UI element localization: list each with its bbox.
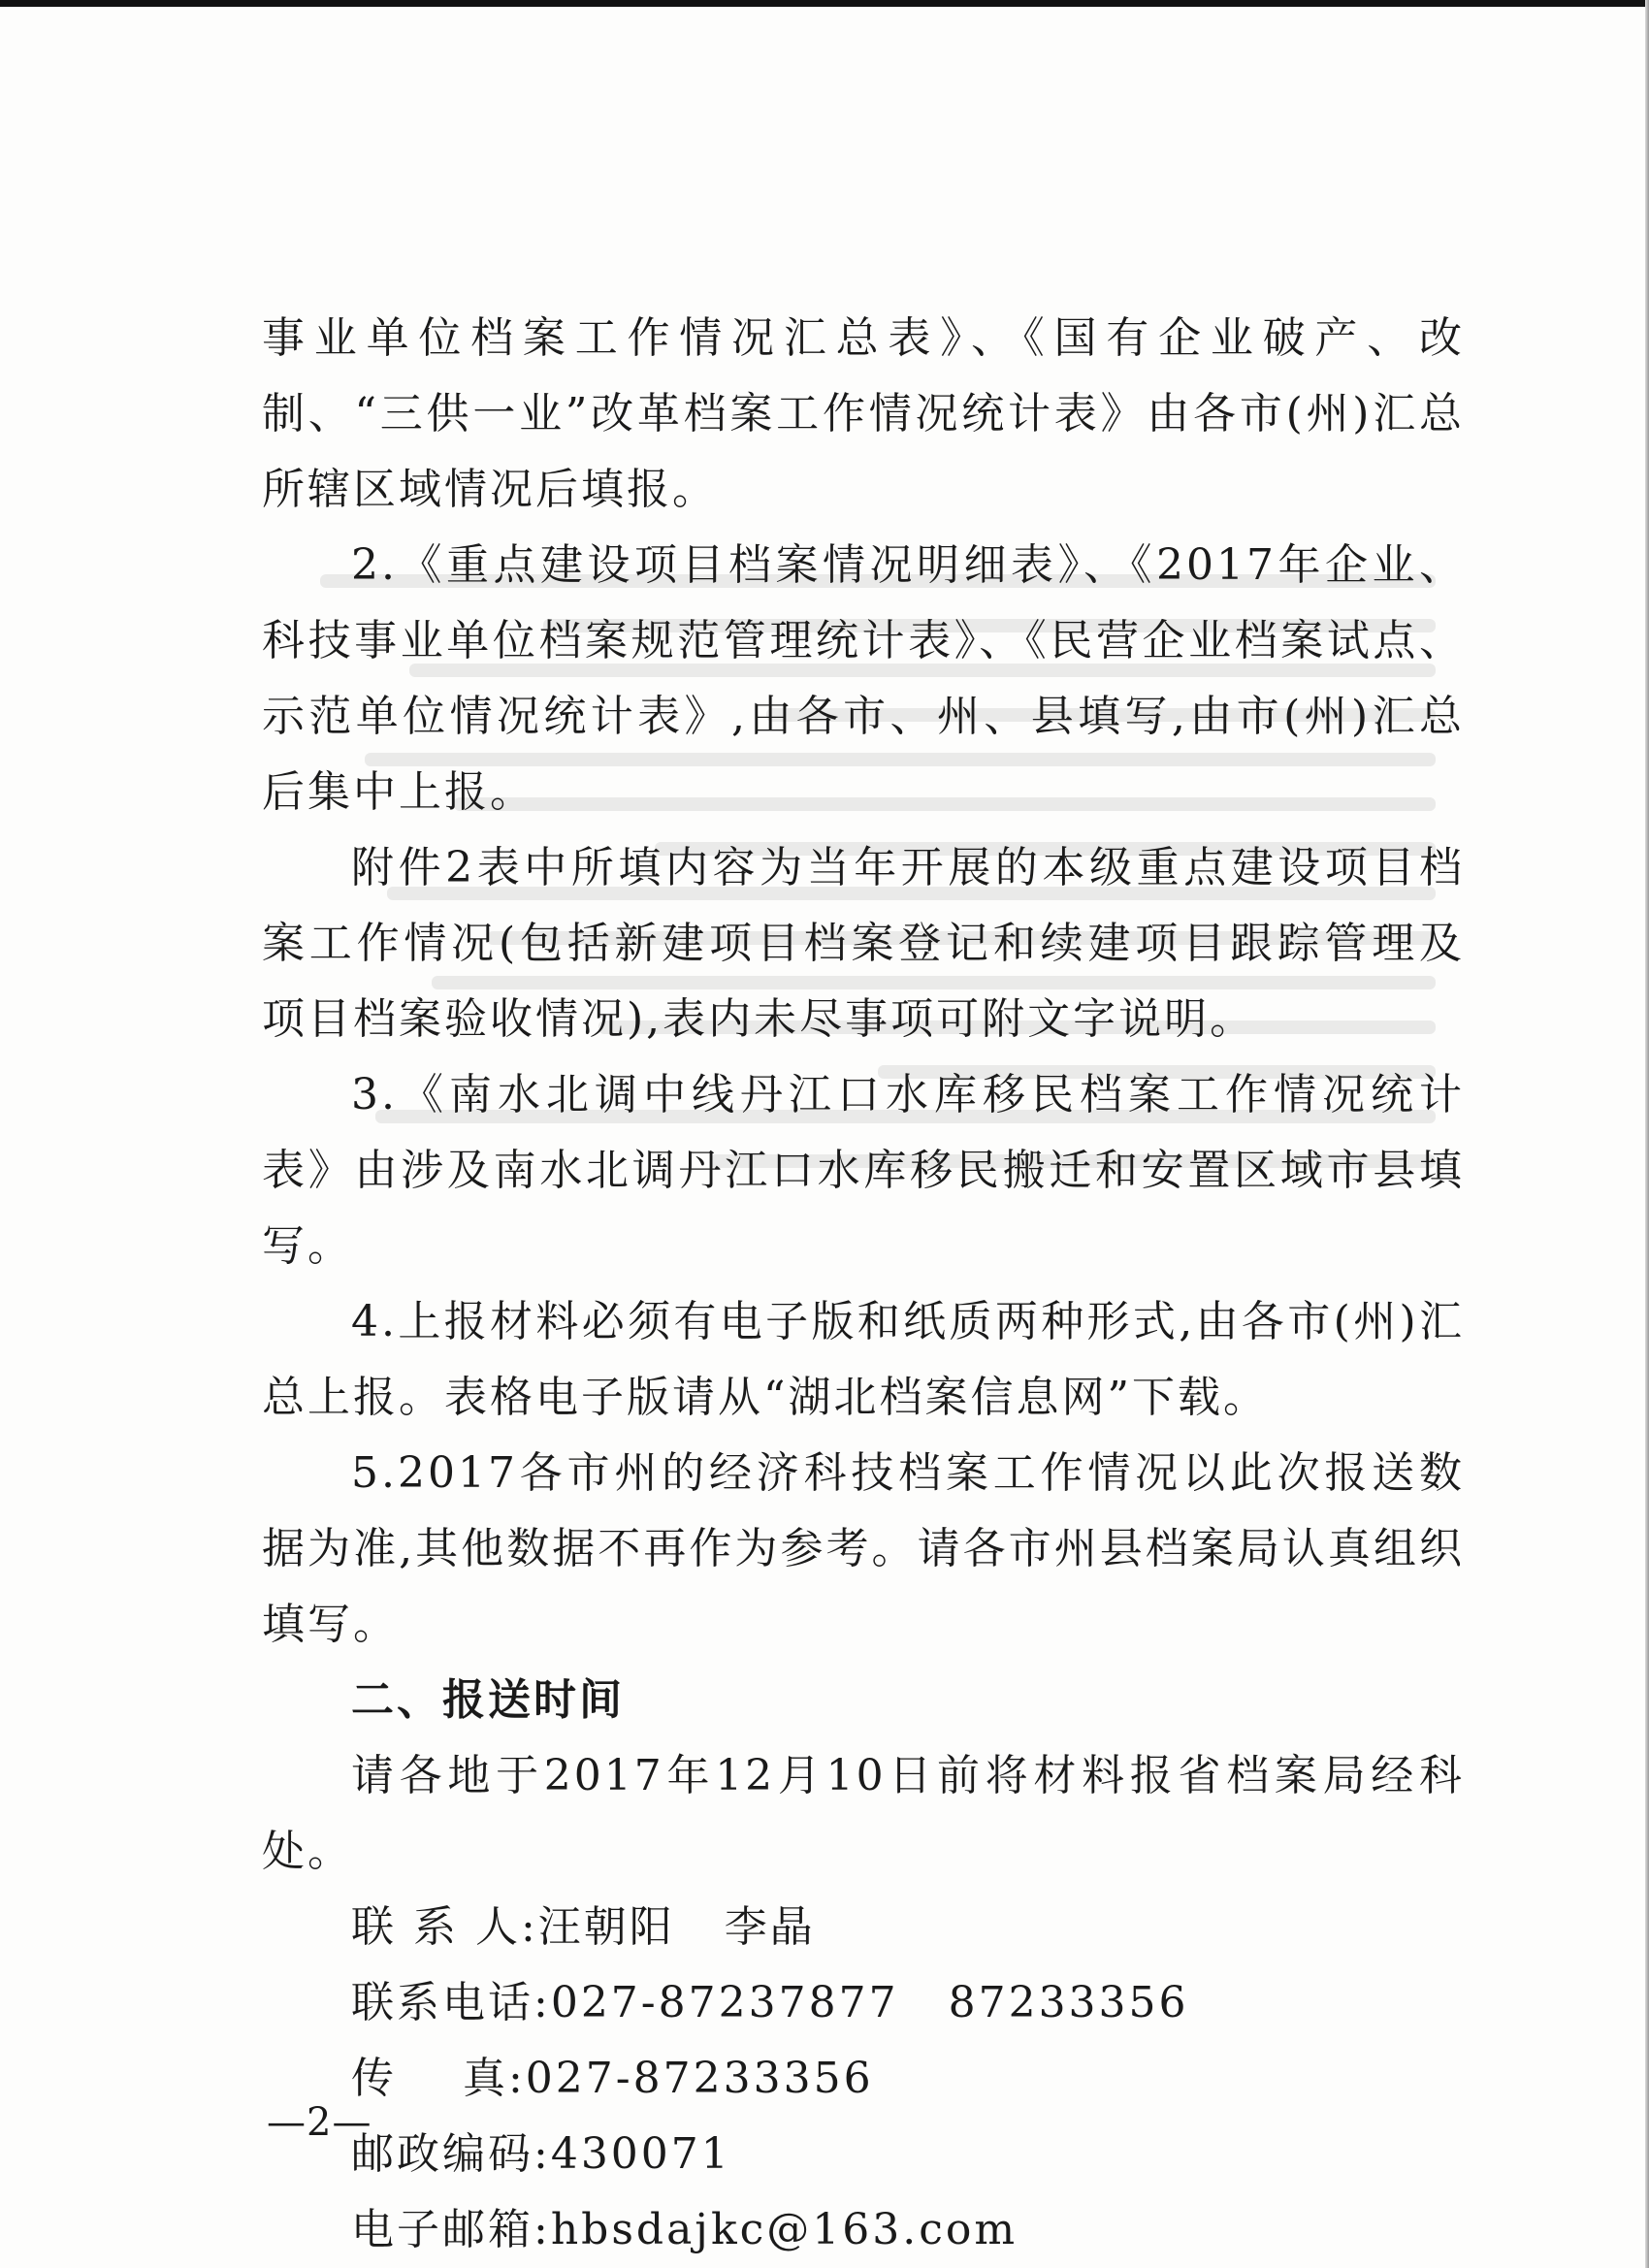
paragraph-continuation: 事业单位档案工作情况汇总表》、《国有企业破产、改制、“三供一业”改革档案工作情况统计表》由各市(州)汇总所辖区域情况后填报。 bbox=[262, 313, 1465, 514]
paragraph-attachment-note: 附件2表中所填内容为当年开展的本级重点建设项目档案工作情况(包括新建项目档案登记和续建项目跟踪管理及项目档案验收情况),表内未尽事项可附文字说明。 bbox=[262, 843, 1465, 1044]
paragraph-item-2: 2.《重点建设项目档案情况明细表》、《2017年企业、科技事业单位档案规范管理统计表》、《民营企业档案试点、示范单位情况统计表》,由各市、州、县填写,由市(州)汇总后集中上报。 bbox=[262, 540, 1465, 817]
section-heading-submission-time: 二、报送时间 bbox=[351, 1675, 625, 1725]
paragraph-item-4: 4.上报材料必须有电子版和纸质两种形式,由各市(州)汇总上报。表格电子版请从“湖北档案信息网”下载。 bbox=[262, 1297, 1465, 1422]
deadline-text: 请各地于2017年12月10日前将材料报省档案局经科处。 bbox=[262, 1751, 1465, 1876]
scan-edge-right bbox=[1645, 0, 1649, 2268]
contact-person: 联 系 人:汪朝阳 李晶 bbox=[351, 1902, 816, 1952]
contact-fax: 传 真:027-87233356 bbox=[351, 2054, 874, 2103]
paragraph-item-5: 5.2017各市州的经济科技档案工作情况以此次报送数据为准,其他数据不再作为参考。请各市州县档案局认真组织填写。 bbox=[262, 1448, 1465, 1649]
scan-edge-top bbox=[0, 0, 1649, 7]
document-body bbox=[262, 301, 1465, 2268]
contact-email: 电子邮箱:hbsdajkc@163.com bbox=[351, 2205, 1018, 2254]
contact-postcode: 邮政编码:430071 bbox=[351, 2129, 731, 2179]
contact-phone: 联系电话:027-87237877 87233356 bbox=[351, 1978, 1189, 2027]
paragraph-item-3: 3.《南水北调中线丹江口水库移民档案工作情况统计表》由涉及南水北调丹江口水库移民搬迁和安置区域市县填写。 bbox=[262, 1070, 1465, 1271]
page-number: —2— bbox=[267, 2100, 372, 2145]
